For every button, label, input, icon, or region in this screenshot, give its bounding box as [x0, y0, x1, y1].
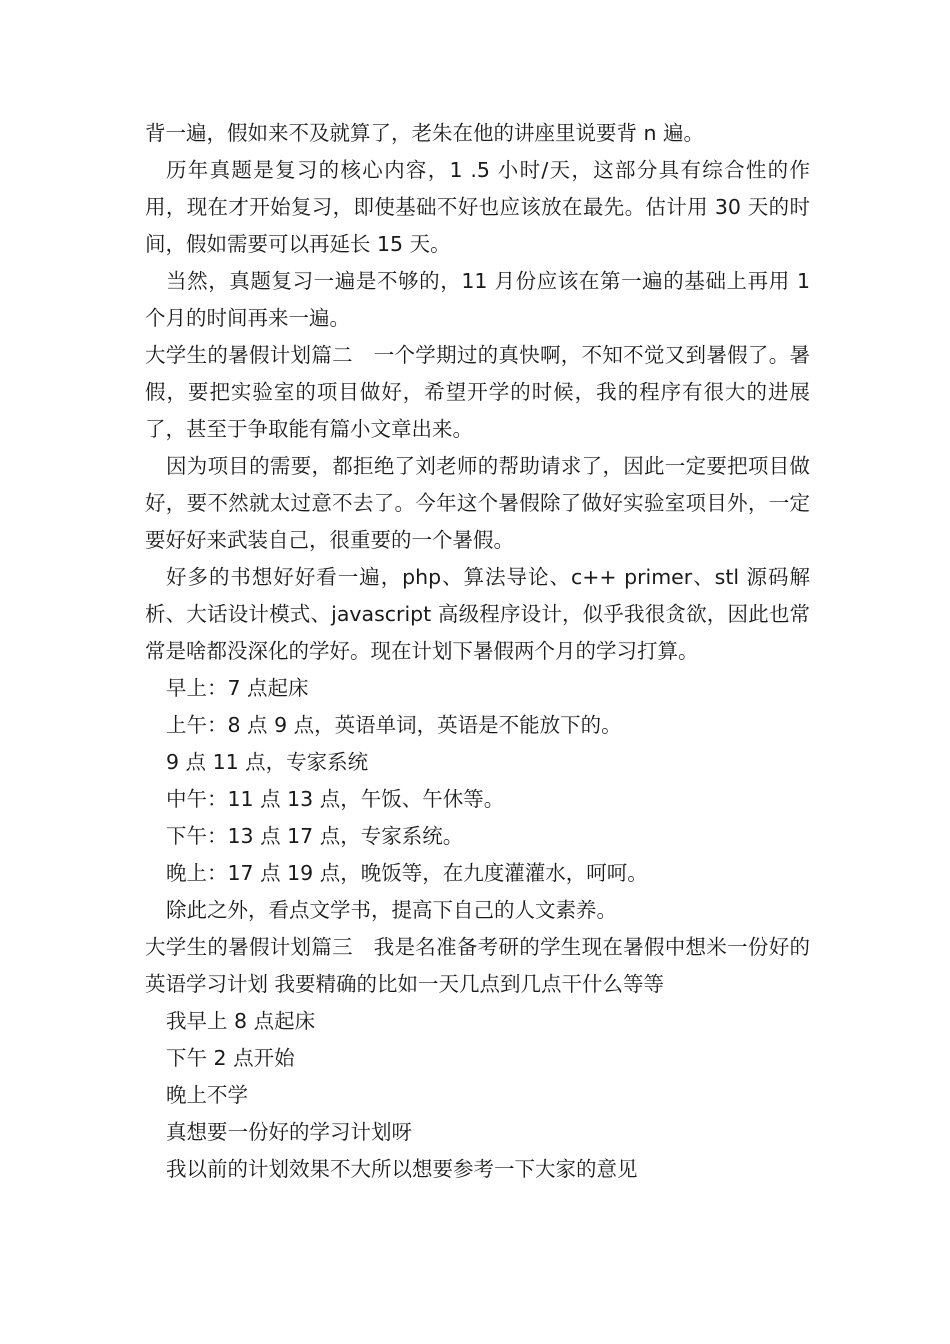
paragraph-3: 当然，真题复习一遍是不够的，11 月份应该在第一遍的基础上再用 1 个月的时间再来一遍。 — [145, 269, 810, 330]
schedule-item-afternoon: 下午：13 点 17 点，专家系统。 — [166, 824, 464, 848]
schedule-item-morning: 上午：8 点 9 点，英语单词，英语是不能放下的。 — [166, 713, 622, 737]
paragraph-19: 我以前的计划效果不大所以想要参考一下大家的意见 — [166, 1157, 638, 1181]
schedule-item-wake: 早上：7 点起床 — [166, 676, 309, 700]
paragraph-1: 背一遍，假如来不及就算了，老朱在他的讲座里说要背 n 遍。 — [145, 121, 705, 145]
section-heading-2: 大学生的暑假计划篇二 一个学期过的真快啊，不知不觉又到暑假了。暑假，要把实验室的项目做好，希望开学的时候，我的程序有很大的进展了，甚至于争取能有篇小文章出来。 — [145, 343, 810, 441]
section-heading-3: 大学生的暑假计划篇三 我是名准备考研的学生现在暑假中想米一份好的英语学习计划 我要精确的比如一天几点到几点干什么等等 — [145, 935, 810, 996]
paragraph-2: 历年真题是复习的核心内容，1 .5 小时/天，这部分具有综合性的作用，现在才开始复习，即使基础不好也应该放在最先。估计用 30 天的时间，假如需要可以再延长 15 天。 — [145, 158, 810, 256]
paragraph-15: 我早上 8 点起床 — [166, 1009, 316, 1033]
paragraph-16: 下午 2 点开始 — [166, 1046, 295, 1070]
paragraph-6: 好多的书想好好看一遍，php、算法导论、c++ primer、stl 源码解析、大话设计模式、javascript 高级程序设计，似乎我很贪欲，因此也常常是啥都没深化的学好。现在计划下暑假两个月的学习打算。 — [145, 565, 810, 663]
paragraph-13: 除此之外，看点文学书，提高下自己的人文素养。 — [166, 898, 617, 922]
schedule-item-late-morning: 9 点 11 点，专家系统 — [166, 750, 369, 774]
schedule-item-evening: 晚上：17 点 19 点，晚饭等，在九度灌灌水，呵呵。 — [166, 861, 648, 885]
schedule-item-noon: 中午：11 点 13 点，午饭、午休等。 — [166, 787, 505, 811]
paragraph-5: 因为项目的需要，都拒绝了刘老师的帮助请求了，因此一定要把项目做好，要不然就太过意不去了。今年这个暑假除了做好实验室项目外，一定要好好来武装自己，很重要的一个暑假。 — [145, 454, 810, 552]
paragraph-17: 晚上不学 — [166, 1083, 248, 1107]
document-body — [145, 115, 810, 1188]
paragraph-18: 真想要一份好的学习计划呀 — [166, 1120, 412, 1144]
